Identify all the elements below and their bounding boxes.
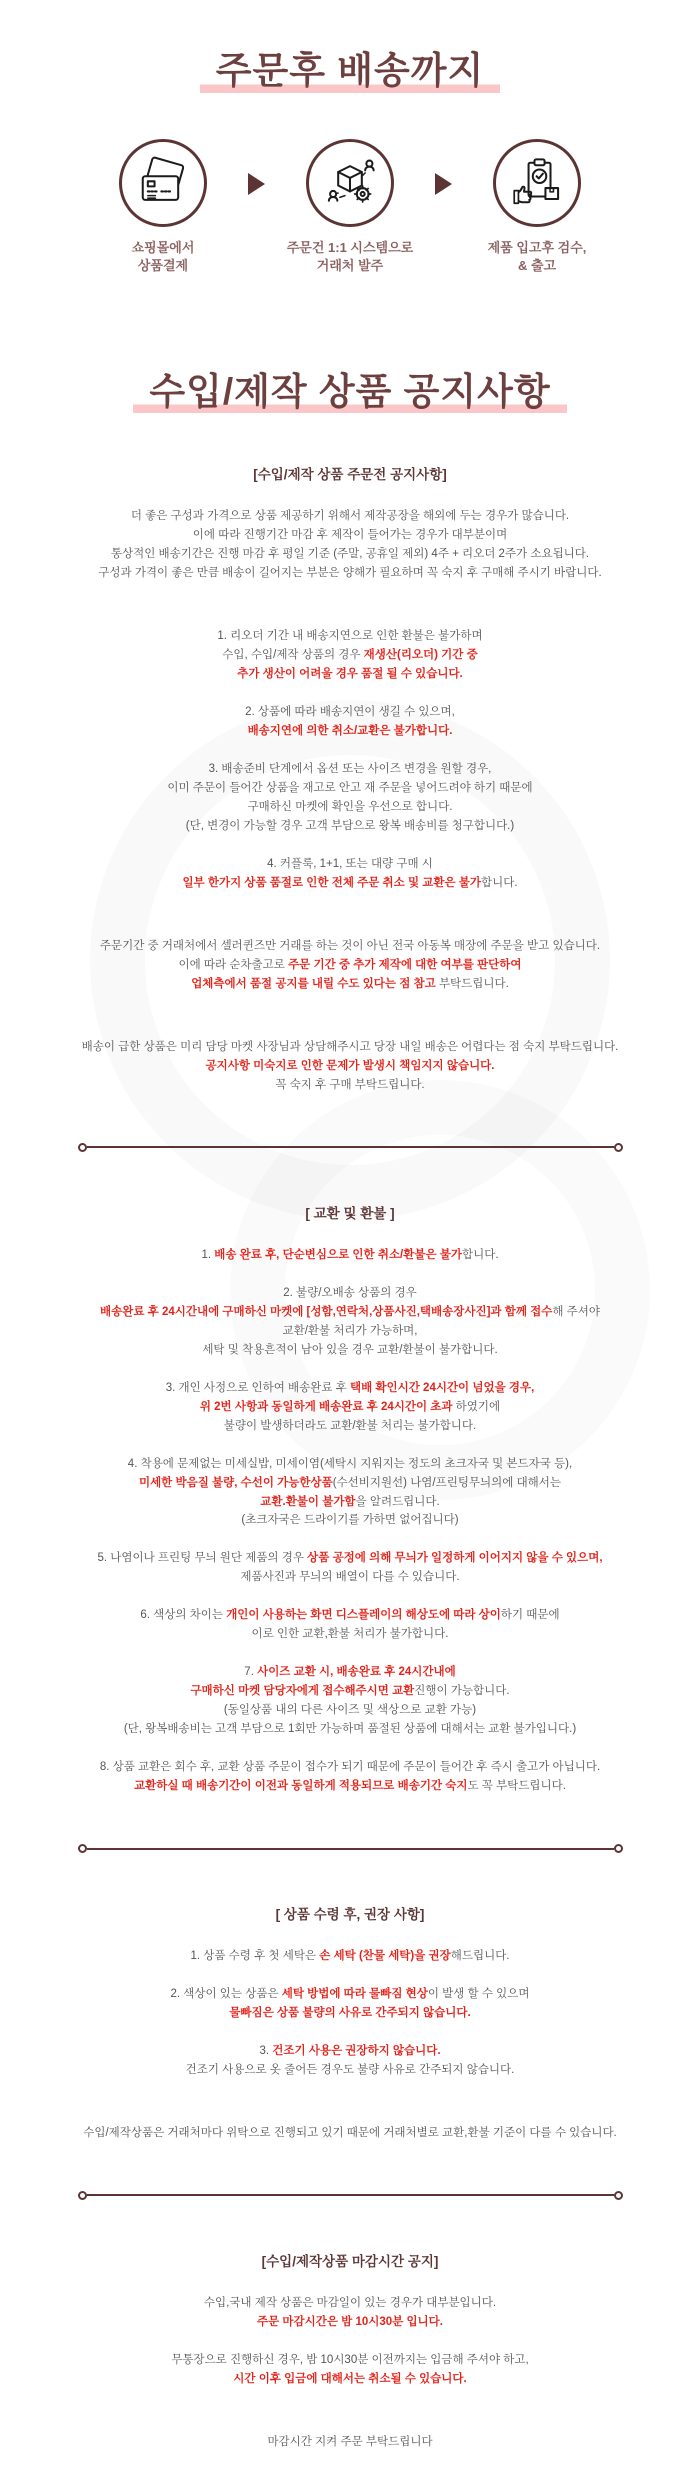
text-block: [20, 2433, 680, 2452]
body-text: 5. 나염이나 프린팅 무늬 원단 제품의 경우: [97, 1552, 308, 1565]
body-text: 3. 배송준비 단계에서 옵션 또는 사이즈 변경을 원할 경우,: [208, 763, 492, 776]
arrow-right-icon: [435, 173, 452, 195]
body-text: 합니다.: [462, 1248, 499, 1261]
text-block: [20, 1549, 680, 1587]
text-line: [20, 798, 680, 817]
emphasis-text: 건조기 사용은 권장하지 않습니다.: [272, 2045, 441, 2058]
notice-sections: [20, 463, 680, 2451]
notice-title: [0, 371, 700, 414]
body-text: 불량이 발생하더라도 교환/환불 처리는 불가합니다.: [223, 1419, 477, 1432]
emphasis-text: 배송완료 후 24시간내에 구매하신 마켓에 [성함,연락처,상품사진,택배송장사진]과 함께 접수: [100, 1305, 553, 1318]
text-line: [20, 526, 680, 545]
text-block: [20, 1038, 680, 1095]
step-label-line: 주문건 1:1 시스템으로: [286, 239, 414, 255]
emphasis-text: 물빠짐은 상품 불량의 사유로 간주되지 않습니다.: [229, 2007, 471, 2020]
text-line: [20, 665, 680, 684]
body-text: 배송이 급한 상품은 미리 담당 마켓 사장님과 상담해주시고 당장 내일 배송은 어렵다는 점 숙지 부탁드립니다.: [81, 1040, 619, 1053]
body-text: 통상적인 배송기간은 진행 마감 후 평일 기준 (주말, 공휴일 제외) 4주 + 리오더 2주가 소요됩니다.: [110, 548, 590, 561]
section-divider: [78, 2191, 623, 2200]
text-line: [20, 646, 680, 665]
body-text: 제품사진과 무늬의 배열이 다를 수 있습니다.: [240, 1571, 460, 1584]
emphasis-text: 공지사항 미숙지로 인한 문제가 발생시 책임지지 않습니다.: [205, 1059, 495, 1072]
body-text: 3.: [259, 2045, 273, 2058]
text-line: [20, 1057, 680, 1076]
text-line: [20, 1322, 680, 1341]
body-text: (동일상품 내의 다른 사이즈 및 색상으로 교환 가능): [223, 1704, 477, 1717]
text-line: [20, 1341, 680, 1360]
emphasis-text: 개인이 사용하는 화면 디스플레이의 해상도에 따라 상이: [226, 1609, 501, 1622]
text-line: [20, 1985, 680, 2004]
text-block: [20, 507, 680, 583]
text-line: [20, 1720, 680, 1739]
emphasis-text: 업체측에서 품절 공지를 내릴 수도 있다는 점 참고: [191, 977, 436, 990]
text-block: [20, 760, 680, 836]
text-line: [20, 722, 680, 741]
text-block: [20, 937, 680, 994]
body-text: 교환/환불 처리가 가능하며,: [282, 1324, 418, 1337]
text-block: [20, 855, 680, 893]
text-line: [20, 1379, 680, 1398]
text-line: [20, 2124, 680, 2143]
emphasis-text: 재생산(리오더) 기간 중: [363, 649, 478, 662]
emphasis-text: 위 2번 사항과 동일하게 배송완료 후 24시간이 초과: [199, 1400, 453, 1413]
text-line: [20, 2042, 680, 2061]
step-label-line: 상품결제: [137, 257, 189, 273]
body-text: 수입/제작상품은 거래처마다 위탁으로 진행되고 있기 때문에 거래처별로 교환,환불 기준이 다를 수 있습니다.: [83, 2126, 617, 2139]
body-text: 구성과 가격이 좋은 만큼 배송이 길어지는 부분은 양해가 필요하며 꼭 숙지 후 구매해 주시기 바랍니다.: [98, 567, 602, 580]
credit-card-icon: [119, 139, 207, 227]
body-text: 주문기간 중 거래처에서 셀러퀸즈만 거래를 하는 것이 아닌 전국 아동복 매장에 주문을 받고 있습니다.: [99, 940, 601, 952]
body-text: 꼭 숙지 후 구매 부탁드립니다.: [275, 1078, 425, 1091]
divider-dot-right: [614, 1143, 623, 1152]
text-line: [20, 956, 680, 975]
body-text: 1. 리오더 기간 내 배송지연으로 인한 환불은 불가하며: [217, 630, 483, 643]
emphasis-text: 택배 확인시간 24시간이 넘었을 경우,: [350, 1381, 535, 1394]
divider-dot-left: [78, 2191, 87, 2200]
text-line: [20, 1038, 680, 1057]
text-block: [20, 1284, 680, 1360]
body-text: 3. 개인 사정으로 인하여 배송완료 후: [165, 1381, 350, 1394]
section-heading: [수입/제작상품 마감시간 공지]: [261, 2253, 439, 2269]
emphasis-text: 세탁 방법에 따라 물빠짐 현상: [281, 1988, 428, 2001]
body-text: 하였기에: [452, 1400, 501, 1413]
emphasis-text: 배송지연에 의한 취소/교환은 불가합니다.: [247, 725, 453, 738]
order-process-row: [0, 139, 700, 275]
text-line: [20, 1947, 680, 1966]
text-line: [20, 545, 680, 564]
process-step-payment: [78, 139, 248, 275]
text-line: [20, 975, 680, 994]
text-line: [20, 1246, 680, 1265]
text-line: [20, 1398, 680, 1417]
text-line: [20, 1284, 680, 1303]
emphasis-text: 교환.환불이 불가함: [260, 1495, 356, 1508]
step-label-order-system: [287, 239, 413, 275]
section-heading: [ 상품 수령 후, 권장 사항]: [275, 1907, 425, 1923]
text-block: [20, 1947, 680, 1966]
text-block: [20, 2042, 680, 2080]
divider-rule: [87, 1146, 614, 1148]
arrow-right-icon: [248, 173, 265, 195]
emphasis-text: 구매하신 마켓 담당자에게 접수해주시면 교환: [190, 1685, 415, 1698]
emphasis-text: 시간 이후 입금에 대해서는 취소될 수 있습니다.: [233, 2372, 467, 2385]
text-line: [20, 1511, 680, 1530]
text-line: [20, 1549, 680, 1568]
text-line: [20, 564, 680, 583]
step-label-line: 거래처 발주: [316, 257, 384, 273]
text-line: [20, 1682, 680, 1701]
text-line: [20, 874, 680, 893]
text-line: [20, 1493, 680, 1512]
text-block: [20, 703, 680, 741]
process-step-order-system: [265, 139, 435, 275]
body-text: 6. 색상의 차이는: [140, 1609, 227, 1622]
text-line: [20, 937, 680, 956]
body-text: 을 알려드립니다.: [355, 1495, 440, 1508]
body-text: 4. 커플룩, 1+1, 또는 대량 구매 시: [267, 858, 433, 871]
body-text: 수입, 수입/제작 상품의 경우: [222, 649, 364, 662]
text-line: [20, 1663, 680, 1682]
text-line: [20, 760, 680, 779]
emphasis-text: 손 세탁 (찬물 세탁)을 권장: [319, 1950, 451, 1963]
text-line: [20, 1474, 680, 1493]
text-block: [20, 1758, 680, 1796]
section-heading: [수입/제작 상품 주문전 공지사항]: [253, 467, 447, 483]
text-block: [20, 1985, 680, 2023]
body-text: (단, 변경이 가능할 경우 고객 부담으로 왕복 배송비를 청구합니다.): [185, 820, 515, 833]
text-line: [20, 2294, 680, 2313]
text-line: [20, 1568, 680, 1587]
text-block: [20, 1606, 680, 1644]
text-line: [20, 2433, 680, 2452]
body-text: 수입,국내 제작 상품은 마감일이 있는 경우가 대부분입니다.: [203, 2296, 497, 2309]
emphasis-text: 교환하실 때 배송기간이 이전과 동일하게 적용되므로 배송기간 숙지: [134, 1780, 468, 1793]
body-text: 구매하신 마켓에 확인을 우선으로 합니다.: [247, 801, 453, 814]
body-text: 1.: [201, 1248, 215, 1261]
text-line: [20, 855, 680, 874]
text-line: [20, 1777, 680, 1796]
emphasis-text: 배송 완료 후, 단순변심으로 인한 취소/환불은 불가: [214, 1248, 462, 1261]
text-block: [20, 1663, 680, 1739]
body-text: 2. 불량/오배송 상품의 경우: [283, 1286, 417, 1299]
body-text: 8. 상품 교환은 회수 후, 교환 상품 주문이 접수가 되기 때문에 주문이 들어간 후 즉시 출고가 아닙니다.: [99, 1761, 601, 1774]
emphasis-text: 주문 마감시간은 밤 10시30분 입니다.: [257, 2315, 443, 2328]
emphasis-text: 사이즈 교환 시, 배송완료 후 24시간내에: [257, 1666, 456, 1679]
text-line: [20, 507, 680, 526]
text-line: [20, 1303, 680, 1322]
step-label-line: 쇼핑몰에서: [131, 239, 195, 255]
divider-rule: [87, 2194, 614, 2196]
text-line: [20, 1625, 680, 1644]
body-text: 이에 따라 진행기간 마감 후 제작이 들어가는 경우가 대부분이며: [192, 529, 508, 542]
body-text: 2. 상품에 따라 배송지연이 생길 수 있으며,: [245, 706, 455, 719]
text-block: [20, 627, 680, 684]
body-text: 건조기 사용으로 옷 줄어든 경우도 불량 사유로 간주되지 않습니다.: [185, 2064, 515, 2076]
body-text: 합니다.: [481, 877, 518, 890]
body-text: 더 좋은 구성과 가격으로 상품 제공하기 위해서 제작공장을 해외에 두는 경우가 많습니다.: [130, 510, 570, 523]
body-text: (단, 왕복배송비는 고객 부담으로 1회만 가능하며 품절된 상품에 대해서는 교환 불가입니다.): [123, 1723, 577, 1736]
process-step-inspection: [452, 139, 622, 275]
emphasis-text: 상품 공정에 의해 무늬가 일정하게 이어지지 않을 수 있으며,: [307, 1552, 603, 1565]
step-label-inspection: [488, 239, 587, 275]
body-text: 무통장으로 진행하신 경우, 밤 10시30분 이전까지는 입금해 주셔야 하고,: [171, 2353, 529, 2366]
text-line: [20, 627, 680, 646]
emphasis-text: 일부 한가지 상품 품절로 인한 전체 주문 취소 및 교환은 불가: [182, 877, 482, 890]
body-text: (수선비지원선) 나염/프린팅무늬의에 대해서는: [332, 1476, 562, 1489]
notice-title-text: 수입/제작 상품 공지사항: [133, 371, 566, 414]
text-line: [20, 1417, 680, 1436]
body-text: 해 주셔야: [552, 1305, 600, 1318]
section-divider: [78, 1143, 623, 1152]
inspection-shipping-icon: [493, 139, 581, 227]
body-text: 이 발생 할 수 있으며: [427, 1988, 530, 2001]
body-text: 하기 때문에: [500, 1609, 560, 1622]
divider-dot-right: [614, 2191, 623, 2200]
body-text: (초크자국은 드라이기를 가하면 없어집니다): [241, 1514, 459, 1527]
text-block: [20, 2294, 680, 2332]
section-heading: [ 교환 및 환불 ]: [305, 1205, 395, 1221]
delivery-title-text: 주문후 배송까지: [200, 50, 500, 93]
delivery-title: [0, 0, 700, 93]
step-label-line: & 출고: [517, 257, 557, 273]
text-line: [20, 2351, 680, 2370]
text-block: [20, 2351, 680, 2389]
text-line: [20, 1606, 680, 1625]
body-text: 이로 인한 교환,환불 처리가 불가합니다.: [251, 1628, 449, 1641]
emphasis-text: 주문 기간 중 추가 제작에 대한 여부를 판단하여: [288, 958, 522, 971]
body-text: 부탁드립니다.: [435, 977, 509, 990]
text-line: [20, 779, 680, 798]
divider-dot-left: [78, 1143, 87, 1152]
body-text: 도 꼭 부탁드립니다.: [467, 1780, 566, 1793]
divider-dot-left: [78, 1844, 87, 1853]
body-text: 1. 상품 수령 후 첫 세탁은: [190, 1950, 320, 1963]
text-line: [20, 703, 680, 722]
step-label-line: 제품 입고후 검수,: [487, 239, 587, 255]
body-text: 7.: [244, 1666, 258, 1679]
emphasis-text: 추가 생산이 어려울 경우 품절 될 수 있습니다.: [237, 668, 463, 681]
text-block: [20, 1455, 680, 1531]
text-line: [20, 817, 680, 836]
body-text: 세탁 및 착용흔적이 남아 있을 경우 교환/환불이 불가합니다.: [202, 1343, 498, 1356]
text-line: [20, 1076, 680, 1095]
text-block: [20, 1379, 680, 1436]
text-line: [20, 1455, 680, 1474]
divider-dot-right: [614, 1844, 623, 1853]
order-system-icon: [306, 139, 394, 227]
text-line: [20, 1701, 680, 1720]
text-line: [20, 1758, 680, 1777]
text-line: [20, 2370, 680, 2389]
text-block: [20, 1246, 680, 1265]
step-label-payment: [132, 239, 195, 275]
body-text: 이미 주문이 들어간 상품을 재고로 안고 재 주문을 넣어드려야 하기 때문에: [167, 782, 533, 795]
body-text: 2. 색상이 있는 상품은: [170, 1988, 282, 2001]
body-text: 4. 착용에 문제없는 미세실밥, 미세이염(세탁시 지워지는 정도의 초크자국 및 본드자국 등),: [127, 1457, 573, 1470]
body-text: 이에 따라 순차출고로: [178, 958, 289, 971]
text-line: [20, 2004, 680, 2023]
text-line: [20, 2313, 680, 2332]
body-text: 해드립니다.: [450, 1950, 510, 1963]
text-block: [20, 2124, 680, 2143]
text-line: [20, 2061, 680, 2080]
body-text: 진행이 가능합니다.: [414, 1685, 510, 1698]
emphasis-text: 미세한 박음질 불량, 수선이 가능한상품: [138, 1476, 333, 1489]
section-divider: [78, 1844, 623, 1853]
divider-rule: [87, 1848, 614, 1850]
body-text: 마감시간 지켜 주문 부탁드립니다: [267, 2435, 433, 2448]
